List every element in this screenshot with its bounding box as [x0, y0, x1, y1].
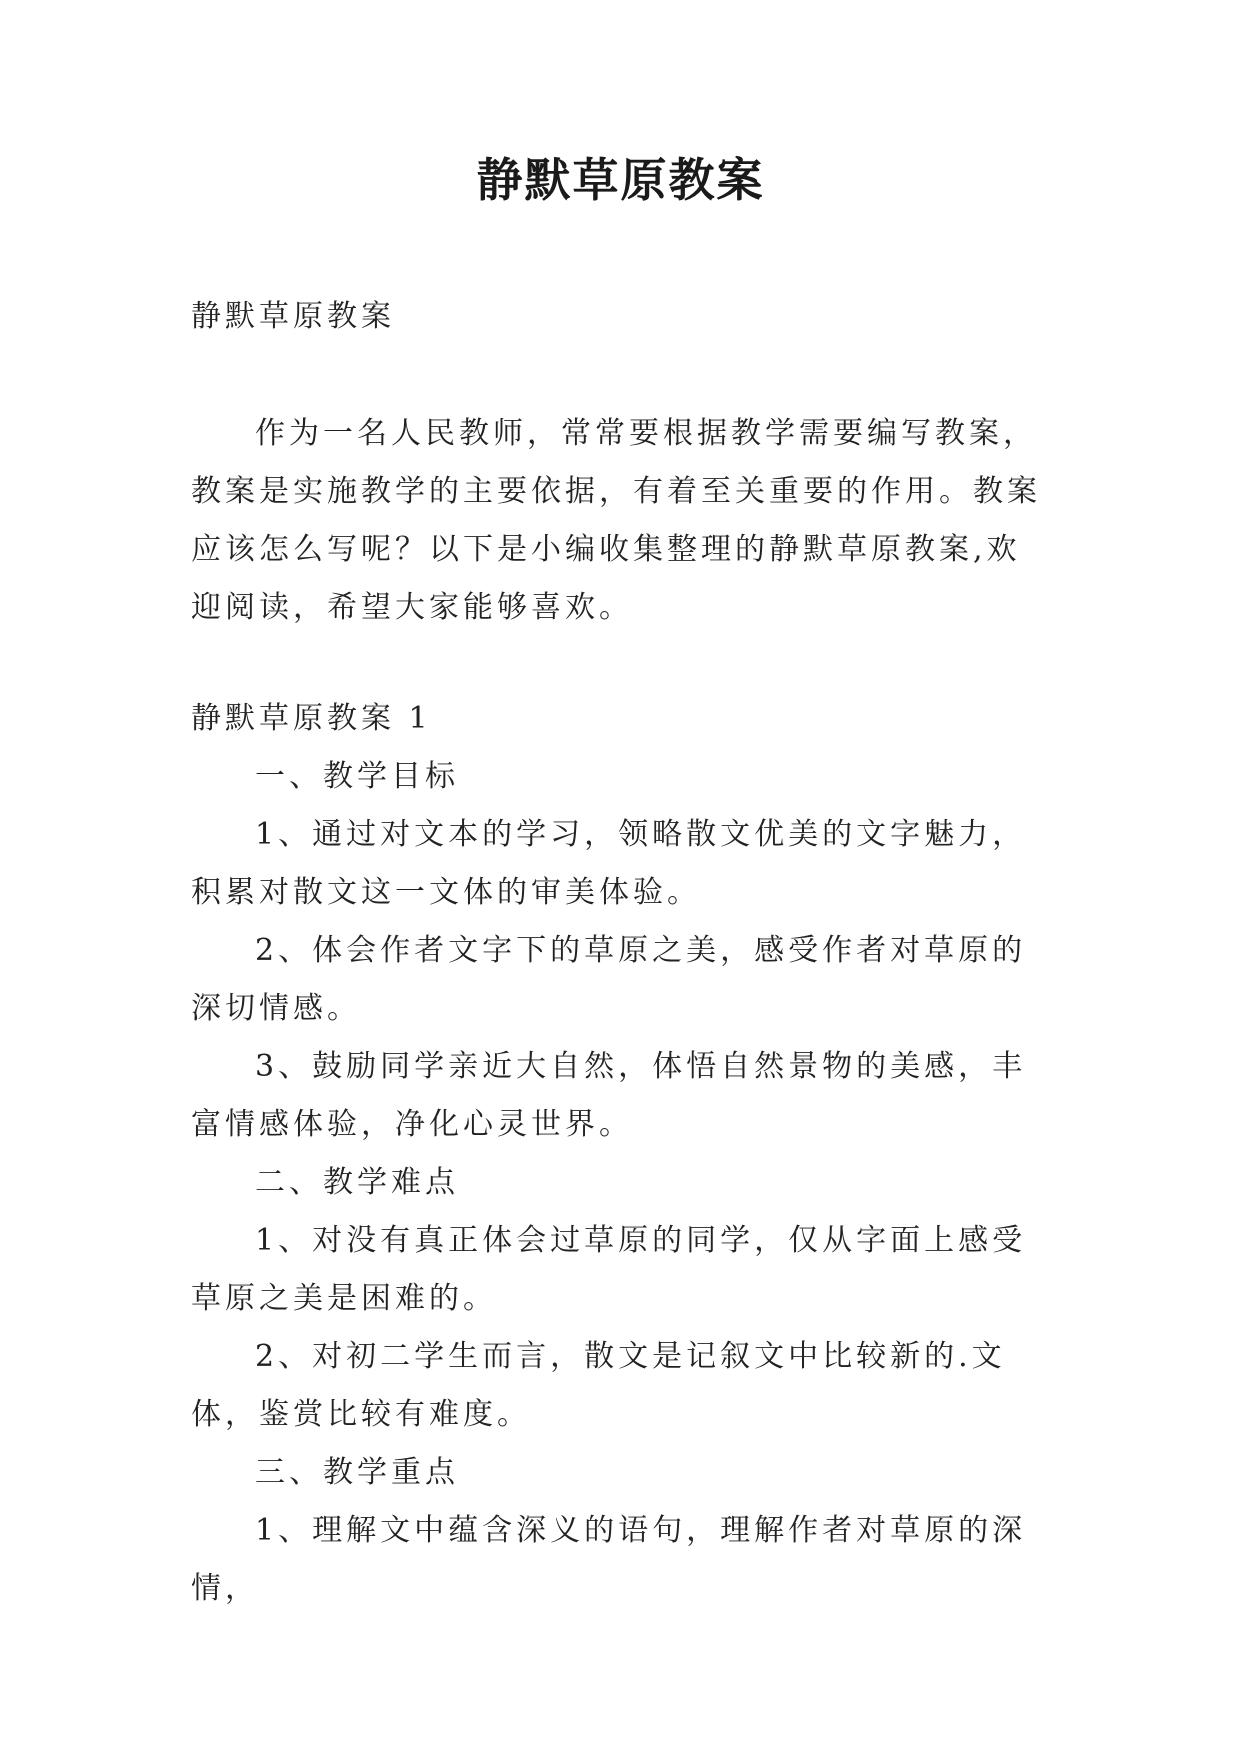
focus-item: 1、理解文中蕴含深义的语句，理解作者对草原的深情， — [191, 1513, 1027, 1606]
difficulty-item: 1、对没有真正体会过草原的同学，仅从字面上感受草原之美是困难的。 — [191, 1223, 1027, 1316]
difficulty-item: 2、对初二学生而言，散文是记叙文中比较新的.文体，鉴赏比较有难度。 — [191, 1339, 1006, 1432]
objective-item: 3、鼓励同学亲近大自然，体悟自然景物的美感，丰富情感体验，净化心灵世界。 — [191, 1049, 1027, 1142]
section-heading: 静默草原教案 1 — [191, 701, 432, 736]
heading-teaching-objectives: 一、教学目标 — [255, 759, 459, 794]
lesson-content — [191, 690, 1051, 1618]
document-title: 静默草原教案 — [476, 153, 765, 207]
document-subtitle: 静默草原教案 — [191, 299, 395, 334]
objective-item: 2、体会作者文字下的草原之美，感受作者对草原的深切情感。 — [191, 933, 1027, 1026]
heading-teaching-focus: 三、教学重点 — [255, 1455, 459, 1490]
objective-item: 1、通过对文本的学习，领略散文优美的文字魅力，积累对散文这一文体的审美体验。 — [191, 817, 1027, 910]
heading-teaching-difficulties: 二、教学难点 — [255, 1165, 459, 1200]
intro-paragraph: 作为一名人民教师，常常要根据教学需要编写教案，教案是实施教学的主要依据，有着至关重要的作用。教案应该怎么写呢？以下是小编收集整理的静默草原教案,欢迎阅读，希望大家能够喜欢。 — [191, 416, 1041, 625]
